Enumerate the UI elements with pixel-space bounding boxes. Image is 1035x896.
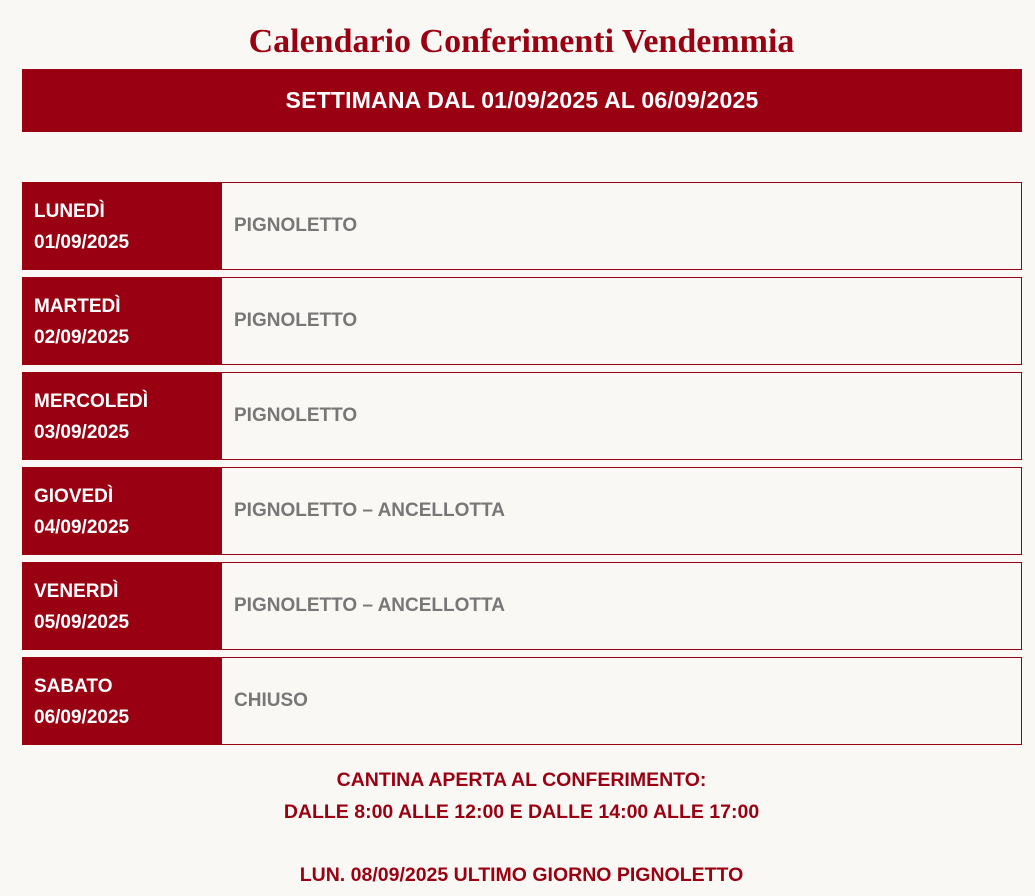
day-label bbox=[22, 182, 222, 270]
schedule-row-wednesday bbox=[22, 372, 1022, 460]
opening-hours-heading: CANTINA APERTA AL CONFERIMENTO: bbox=[336, 769, 707, 791]
day-name: GIOVEDÌ bbox=[34, 486, 114, 507]
day-grapes: PIGNOLETTO bbox=[222, 277, 1022, 365]
day-name: VENERDÌ bbox=[34, 581, 119, 602]
day-grapes: PIGNOLETTO – ANCELLOTTA bbox=[222, 467, 1022, 555]
day-date: 02/09/2025 bbox=[34, 327, 130, 348]
page-title: Calendario Conferimenti Vendemmia bbox=[248, 22, 795, 60]
day-date: 06/09/2025 bbox=[34, 707, 130, 728]
day-label bbox=[22, 657, 222, 745]
day-label bbox=[22, 277, 222, 365]
day-name: MERCOLEDÌ bbox=[34, 391, 148, 412]
day-grapes: PIGNOLETTO – ANCELLOTTA bbox=[222, 562, 1022, 650]
schedule-table bbox=[22, 182, 1022, 752]
day-date: 05/09/2025 bbox=[34, 612, 130, 633]
day-date: 01/09/2025 bbox=[34, 232, 130, 253]
day-label bbox=[22, 372, 222, 460]
day-name: SABATO bbox=[34, 676, 113, 697]
day-label bbox=[22, 562, 222, 650]
schedule-row-monday bbox=[22, 182, 1022, 270]
day-date: 04/09/2025 bbox=[34, 517, 130, 538]
opening-hours-note bbox=[0, 764, 1035, 828]
day-label bbox=[22, 467, 222, 555]
week-banner: SETTIMANA DAL 01/09/2025 AL 06/09/2025 bbox=[22, 69, 1022, 132]
day-grapes: PIGNOLETTO bbox=[222, 372, 1022, 460]
day-name: LUNEDÌ bbox=[34, 201, 105, 222]
last-day-note: LUN. 08/09/2025 ULTIMO GIORNO PIGNOLETTO bbox=[299, 864, 744, 886]
day-grapes: PIGNOLETTO bbox=[222, 182, 1022, 270]
day-date: 03/09/2025 bbox=[34, 422, 130, 443]
schedule-row-saturday bbox=[22, 657, 1022, 745]
day-grapes: CHIUSO bbox=[222, 657, 1022, 745]
schedule-row-tuesday bbox=[22, 277, 1022, 365]
opening-hours-times: DALLE 8:00 ALLE 12:00 E DALLE 14:00 ALLE 17:00 bbox=[283, 801, 760, 823]
schedule-row-thursday bbox=[22, 467, 1022, 555]
schedule-row-friday bbox=[22, 562, 1022, 650]
day-name: MARTEDÌ bbox=[34, 296, 121, 317]
